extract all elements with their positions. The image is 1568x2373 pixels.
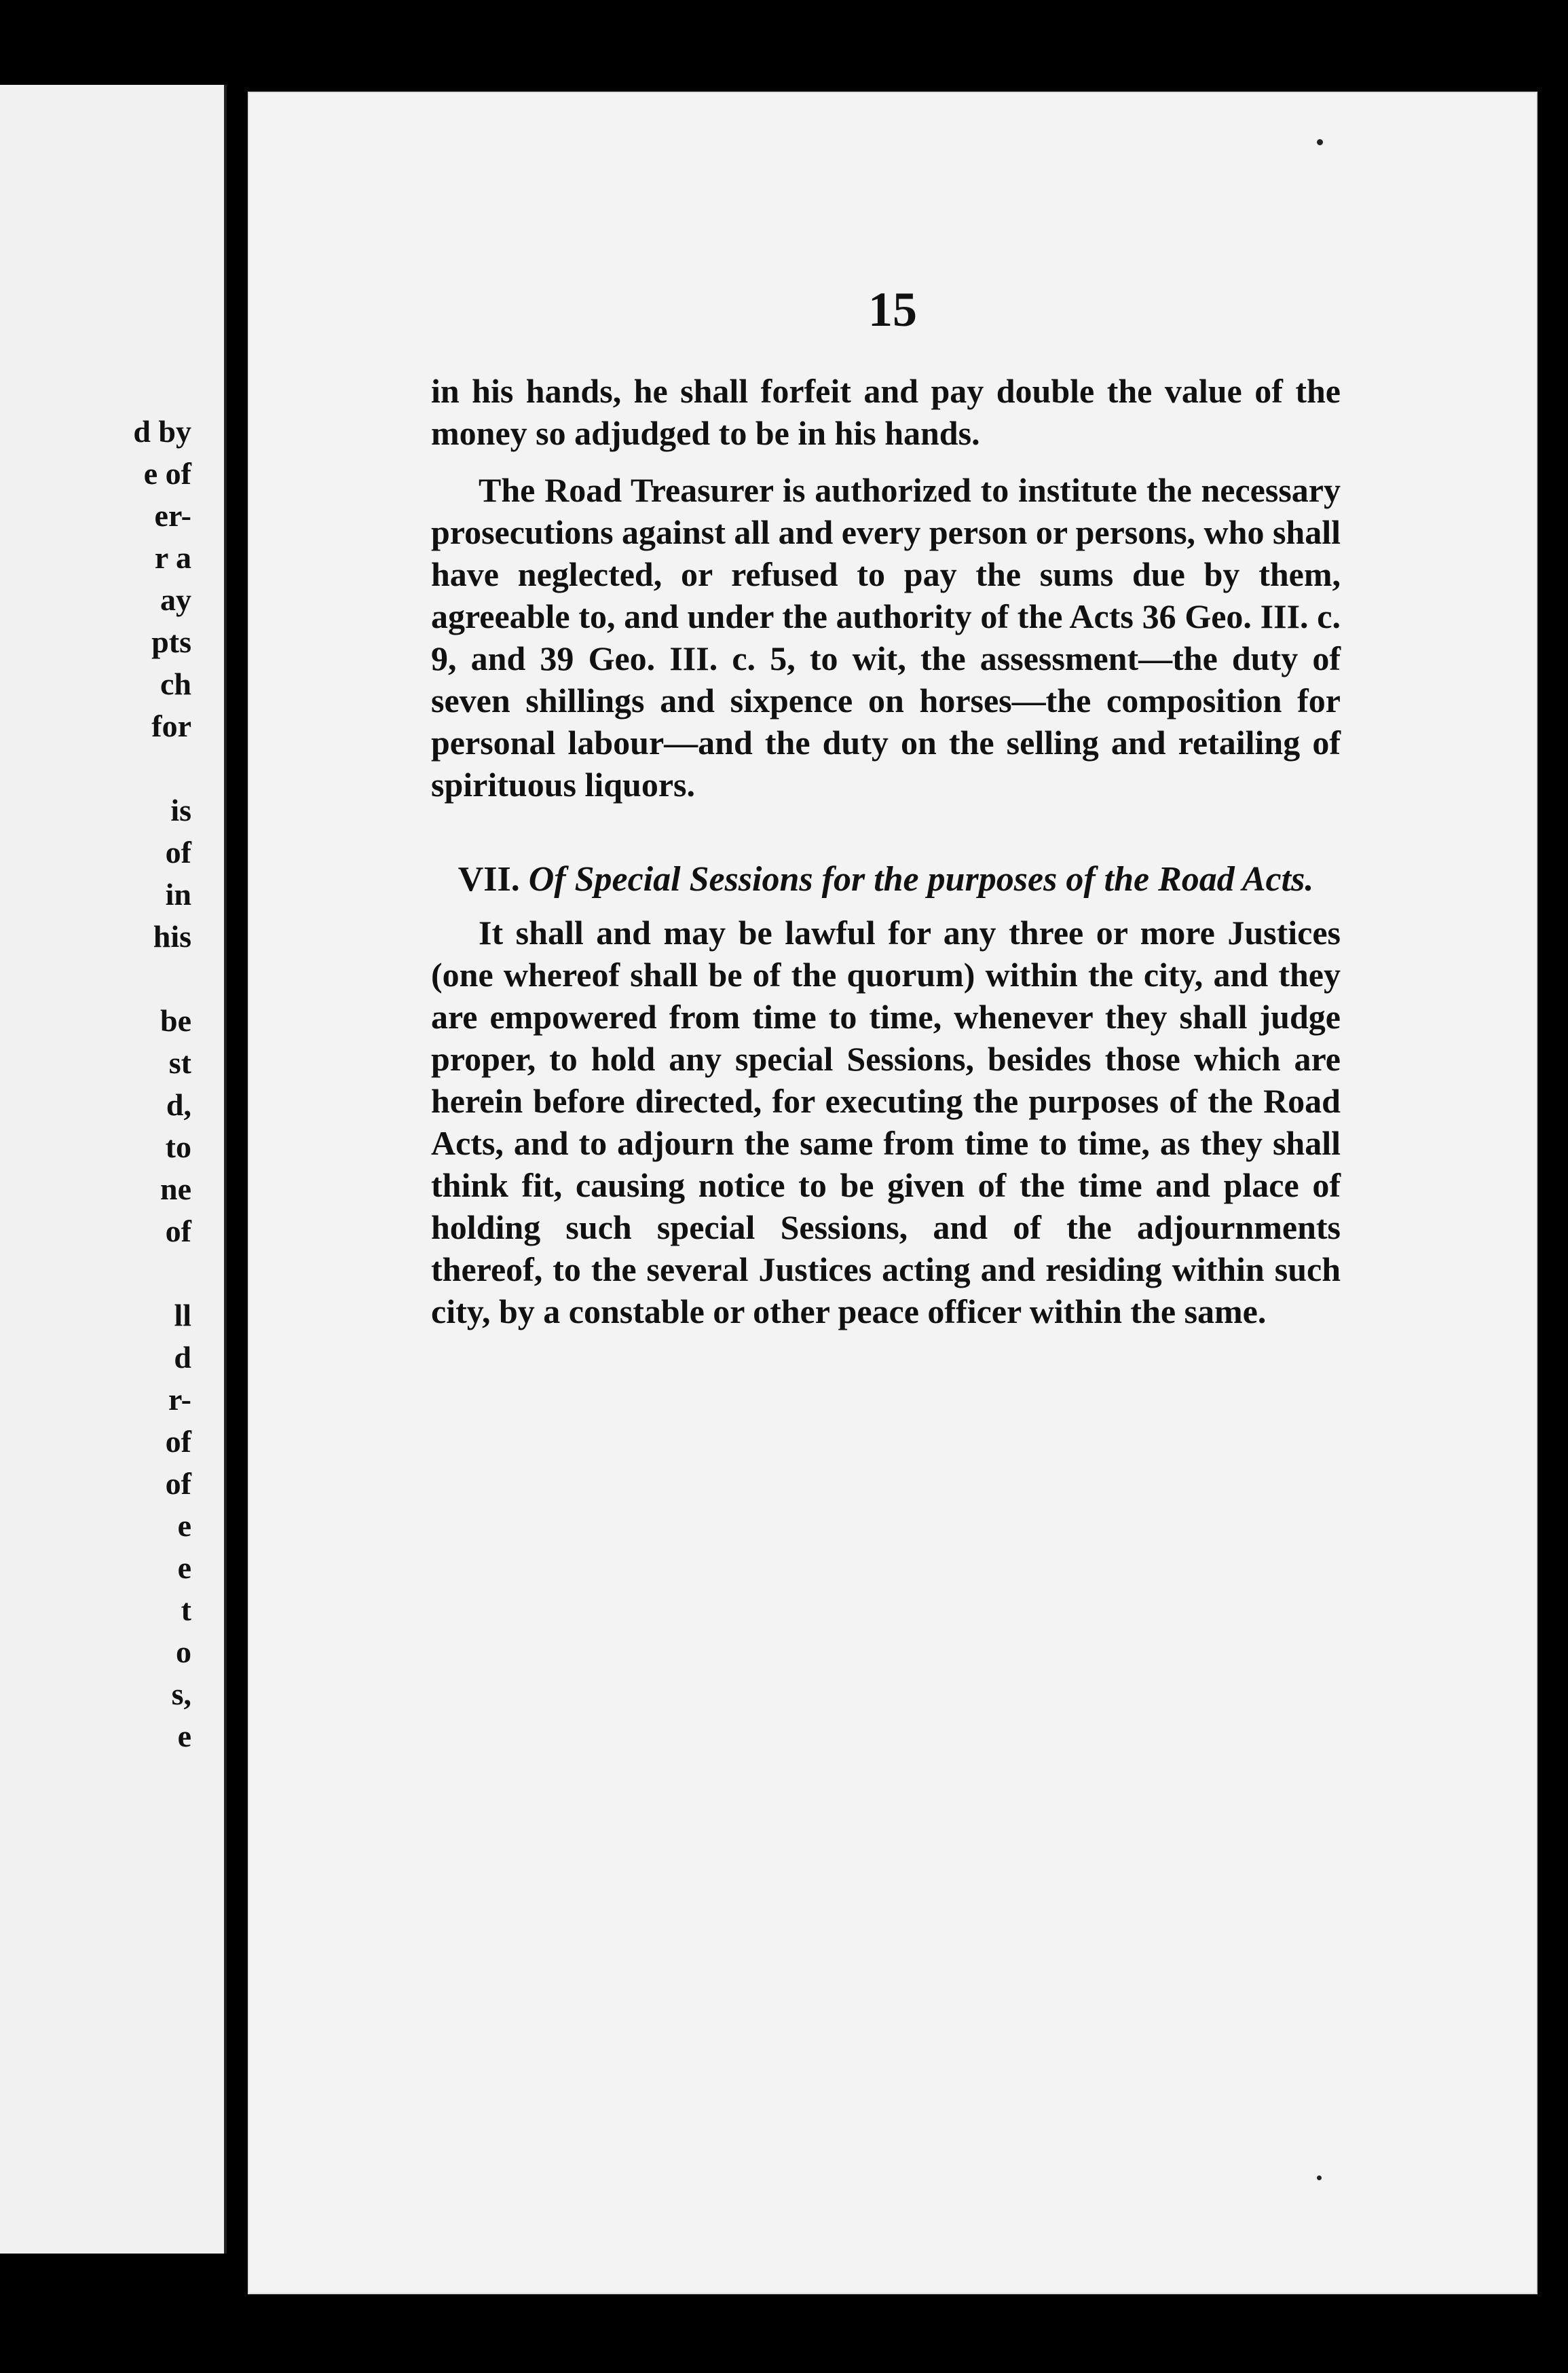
fragment-line: is: [170, 793, 191, 827]
fragment-line: d by: [133, 414, 191, 449]
fragment-line: of: [165, 1214, 191, 1248]
fragment-line: e: [177, 1719, 191, 1753]
fragment-line: his: [153, 919, 191, 954]
fragment-line: d: [174, 1340, 191, 1375]
fragment-line: ay: [160, 582, 191, 617]
fragment-gap: [0, 747, 224, 789]
paragraph: The Road Treasurer is authorized to institute the necessary prosecutions against all and every person or persons, who shall have neglected, or refused to pay the sums due by them, agreeable to, and under the authority of the Acts 36 Geo. III. c. 9, and 39 Geo. III. c. 5, to wit, the assessment—the duty of seven shillings and sixpence on horses—the composition for personal labour—and the duty on the selling and retailing of spirituous liquors.: [431, 471, 1341, 804]
page-number: 15: [868, 282, 917, 337]
page-body: [431, 370, 1341, 1332]
section-numeral: VII.: [458, 860, 520, 899]
fragment-line: ch: [160, 667, 191, 701]
fragment-line: t: [181, 1592, 191, 1627]
left-page-text-fragments: [0, 411, 224, 1757]
fragment-line: ne: [160, 1172, 191, 1206]
section-title: Of Special Sessions for the purposes of the Road Acts.: [528, 860, 1314, 899]
fragment-line: in: [165, 877, 191, 912]
fragment-line: s,: [171, 1677, 191, 1711]
fragment-line: er-: [154, 498, 191, 533]
fragment-line: pts: [151, 624, 191, 659]
fragment-gap: [0, 958, 224, 1000]
fragment-line: for: [151, 709, 191, 743]
fragment-line: of: [165, 1466, 191, 1501]
fragment-line: d,: [166, 1087, 191, 1122]
fragment-line: of: [165, 835, 191, 870]
fragment-line: ll: [174, 1298, 191, 1332]
paragraph: It shall and may be lawful for any three or more Justices (one whereof shall be of the quorum) within the city, and they are empowered from time to time, whenever they shall judge proper, to hold any special Sessions, besides those which are herein before directed, for executing the purposes of the Road Acts, and to adjourn the same from time to time, as they shall think fit, causing notice to be given of the time and place of holding such special Sessions, and of the adjournments thereof, to the several Justices acting and residing within such city, by a constable or other peace officer within the same.: [431, 914, 1341, 1330]
fragment-line: e: [177, 1508, 191, 1543]
fragment-line: o: [176, 1634, 191, 1669]
fragment-line: r a: [154, 540, 191, 575]
fragment-line: to: [165, 1129, 191, 1164]
right-page: [248, 92, 1537, 2294]
ink-speck: [1317, 2175, 1322, 2180]
fragment-line: st: [168, 1045, 191, 1080]
fragment-line: e of: [143, 456, 191, 491]
left-page: [0, 85, 227, 2254]
fragment-line: r-: [168, 1382, 191, 1417]
fragment-line: be: [160, 1003, 191, 1038]
fragment-line: e: [177, 1550, 191, 1585]
paragraph: in his hands, he shall forfeit and pay double the value of the money so adjudged to be in his hands.: [431, 372, 1341, 452]
ink-speck: [1317, 139, 1323, 145]
fragment-gap: [0, 1252, 224, 1294]
fragment-line: of: [165, 1424, 191, 1459]
section-heading: [431, 859, 1341, 901]
